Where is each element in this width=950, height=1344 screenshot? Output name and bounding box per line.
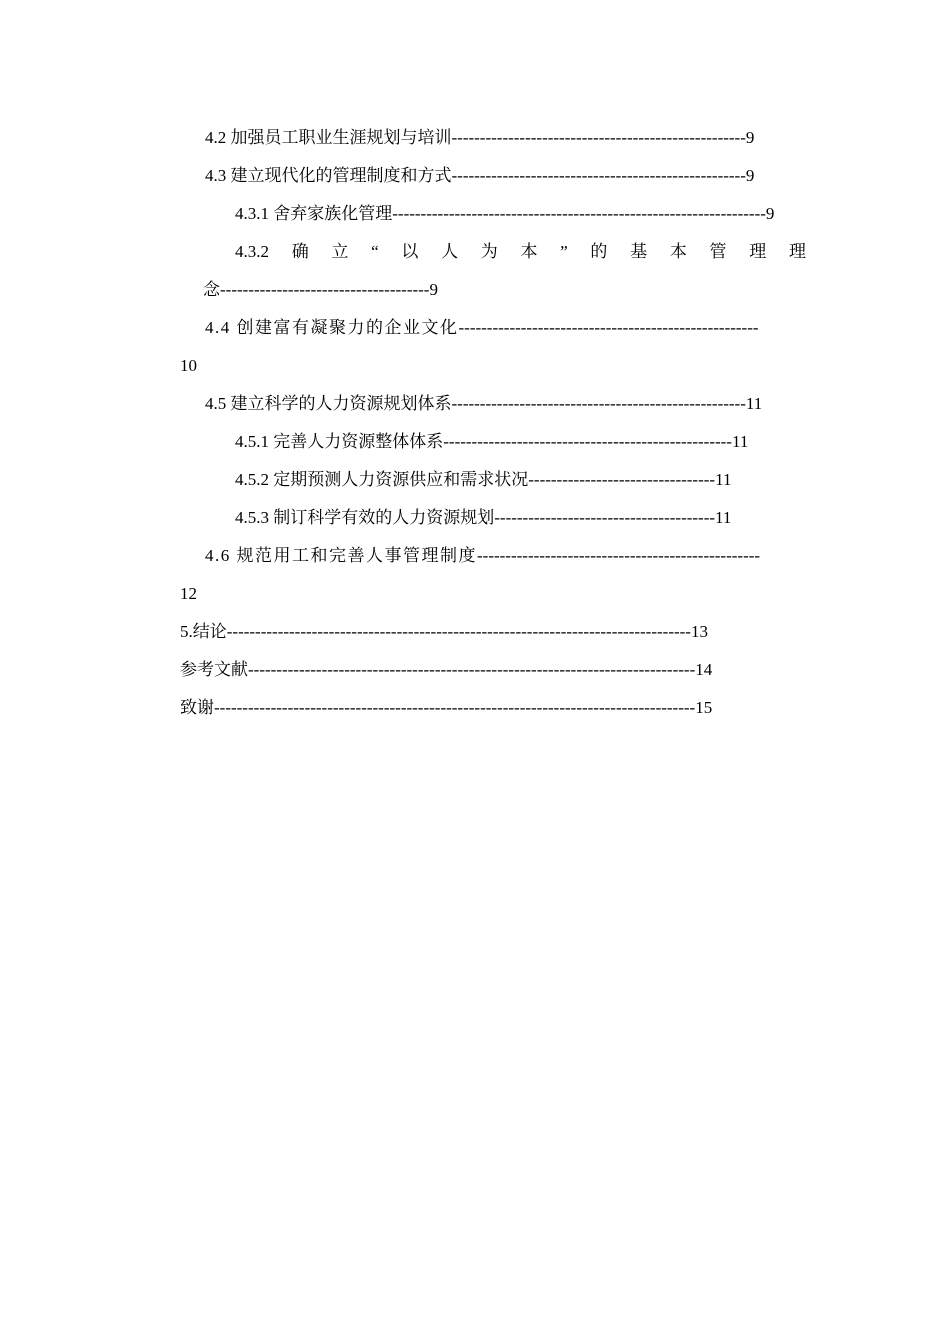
toc-entry-leader: -----------------------------------------------------	[458, 318, 759, 337]
toc-entry-4-5	[205, 393, 806, 415]
toc-entry-title: 4.4 创建富有凝聚力的企业文化	[205, 318, 459, 337]
toc-entry-leader: ----------------------------------------------------	[451, 394, 746, 413]
toc-entry-title-part: 本	[669, 242, 687, 261]
toc-entry-title-part: 以	[401, 242, 419, 261]
toc-entry-title-part: 的	[590, 242, 608, 261]
toc-entry-leader: -------------------------------------------------------------------------------	[248, 660, 696, 679]
toc-entry-title: 念	[203, 280, 220, 299]
toc-entry-4-3-2	[235, 241, 806, 263]
toc-entry-leader: ------------------------------------------------------------------	[392, 204, 766, 223]
toc-entry-leader: -------------------------------------	[220, 280, 430, 299]
toc-entry-page: 11	[715, 470, 732, 489]
toc-entry-title-part: 理	[788, 242, 806, 261]
toc-entry-page: 9	[745, 128, 755, 147]
toc-entry-title: 4.2 加强员工职业生涯规划与培训	[205, 128, 452, 147]
toc-entry-references	[180, 659, 806, 681]
toc-entry-page: 9	[745, 166, 755, 185]
toc-entry-title: 5.结论	[180, 622, 227, 641]
toc-entry-4-4	[205, 317, 806, 339]
toc-entry-title: 参考文献	[180, 660, 248, 679]
toc-entry-page: 15	[695, 698, 713, 717]
toc-entry-title: 4.5.2 定期预测人力资源供应和需求状况	[235, 470, 529, 489]
toc-entry-leader: ----------------------------------------------------	[451, 166, 746, 185]
toc-entry-title: 4.5.1 完善人力资源整体体系	[235, 432, 444, 451]
toc-entry-acknowledgements	[180, 697, 806, 719]
toc-entry-page: 11	[731, 432, 749, 451]
toc-entry-5-conclusion	[180, 621, 806, 643]
toc-entry-leader: --------------------------------------------------	[477, 546, 761, 565]
toc-entry-4-3-2-continuation	[203, 279, 603, 301]
toc-entry-title-part: 基	[630, 242, 648, 261]
toc-entry-leader: ----------------------------------------------------------------------------------	[226, 622, 691, 641]
toc-entry-page: 9	[429, 280, 438, 299]
toc-entry-4-3	[205, 165, 805, 187]
toc-entry-page: 12	[180, 584, 197, 603]
toc-entry-page: 9	[765, 204, 775, 223]
toc-entry-4-3-1	[235, 203, 800, 225]
toc-entry-title-part: 本	[520, 242, 538, 261]
toc-entry-title: 4.3 建立现代化的管理制度和方式	[205, 166, 452, 185]
toc-entry-page: 10	[180, 356, 197, 375]
toc-entry-leader: ---------------------------------------------------	[443, 432, 732, 451]
toc-entry-title-part: 理	[749, 242, 767, 261]
toc-entry-page: 13	[690, 622, 708, 641]
toc-entry-title: 致谢	[180, 698, 214, 717]
toc-entry-title-part: 4.3.2	[235, 242, 269, 261]
toc-entry-title: 4.3.1 舍弃家族化管理	[235, 204, 393, 223]
toc-entry-title-part: 确	[291, 242, 309, 261]
toc-entry-title: 4.5 建立科学的人力资源规划体系	[205, 394, 452, 413]
toc-entry-page: 14	[695, 660, 713, 679]
toc-entry-title: 4.5.3 制订科学有效的人力资源规划	[235, 508, 495, 527]
toc-entry-4-5-3	[235, 507, 801, 529]
toc-entry-4-6	[205, 545, 806, 567]
toc-entry-leader: ---------------------------------------	[494, 508, 716, 527]
toc-entry-leader: ---------------------------------	[528, 470, 716, 489]
toc-entry-4-5-1	[235, 431, 801, 453]
toc-entry-title: 4.6 规范用工和完善人事管理制度	[205, 546, 477, 565]
toc-entry-title-part: 人	[441, 242, 459, 261]
toc-entry-title-part: ”	[560, 242, 568, 261]
toc-entry-title-part: 立	[331, 242, 349, 261]
toc-entry-title-part: 为	[480, 242, 498, 261]
toc-entry-4-4-page-line	[180, 355, 240, 377]
toc-entry-title-part: “	[371, 242, 379, 261]
toc-entry-leader: -------------------------------------------------------------------------------------	[214, 698, 696, 717]
toc-entry-page: 11	[745, 394, 763, 413]
toc-entry-page: 11	[715, 508, 732, 527]
toc-entry-title-part: 管	[709, 242, 727, 261]
toc-entry-4-5-2	[235, 469, 801, 491]
toc-entry-4-2	[205, 127, 805, 149]
toc-entry-leader: ----------------------------------------------------	[451, 128, 746, 147]
toc-entry-4-6-page-line	[180, 583, 240, 605]
